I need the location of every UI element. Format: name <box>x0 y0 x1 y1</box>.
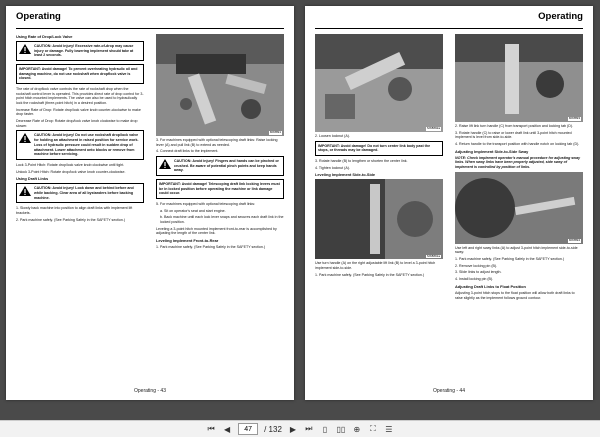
caution-box <box>16 41 144 61</box>
body-text: 4. Connect draft links to the implement. <box>156 149 219 154</box>
section-heading: Adjusting Draft Links to Float Position <box>455 283 526 289</box>
image-code: MX8894 <box>568 237 580 242</box>
page-number-input[interactable] <box>238 423 258 435</box>
section-heading: Using Rate of Drop/Lock Valve <box>16 34 73 39</box>
body-text: b. Back machine until each lock lever snaps and secures each draft link in the locked position. <box>160 215 284 225</box>
single-page-view-icon[interactable]: ▯ <box>322 424 328 434</box>
sway-link-illustration <box>455 172 583 244</box>
fullscreen-icon[interactable]: ⛶ <box>370 424 376 433</box>
body-text: 3. For machines equipped with optional telescoping draft links: Raise locking lever (A) and pull link (B) to extend as needed. <box>156 138 278 147</box>
body-text: 3. Slide links to adjust length. <box>455 270 502 275</box>
last-page-button[interactable]: ⏭ <box>305 424 313 433</box>
body-text: 1. Park machine safely. (See Parking Safely in the SAFETY section.) <box>315 272 425 277</box>
caution-text: CAUTION: Avoid injury! Do not use rockshaft drop/lock valve for holding an attachment in raised position for service work. Loss of hydraulic pressure could result in sudden drop of attachment. Lower attachment onto blocks or remove from machine before servicing. <box>34 133 139 157</box>
lift-link-photo <box>315 179 443 259</box>
caution-box <box>156 156 284 176</box>
body-text: 3. Rotate handle (C) to raise or lower draft link until 3-point hitch mounted implement is level from side-to-side. <box>455 130 572 140</box>
body-text: 2. Remove locking pin (B). <box>455 263 498 268</box>
draft-link-photo <box>156 34 284 136</box>
turn-handle-illustration <box>455 34 583 122</box>
section-heading: Leveling Implement Front-to-Rear <box>156 238 219 244</box>
image-code: MX8893 <box>568 116 580 121</box>
body-text: Increase Rate of Drop: Rotate drop/lock valve knob counter-clockwise to make drop faster. <box>16 107 141 117</box>
body-text: 1. Slowly back machine into position to align draft links with implement lift brackets. <box>16 206 133 215</box>
total-pages-label: / 132 <box>264 424 282 434</box>
important-box: IMPORTANT: Avoid damage! Do not turn center link body past the stops, or threads may be damaged. <box>315 141 443 156</box>
zoom-in-icon[interactable]: ⊕ <box>353 424 361 434</box>
caution-box <box>16 130 144 159</box>
section-heading: Leveling Implement Side-to-Side <box>315 172 376 178</box>
right-column-1 <box>315 34 443 279</box>
turn-handle-photo <box>455 34 583 122</box>
body-text: Use left and right sway links (A) to adjust 3-point hitch implement side-to-side sway: <box>455 245 578 255</box>
caution-text: CAUTION: Avoid injury! Excessive rate-of-drop may cause injury or damage. Fully lowering implement should take at least 2 seconds. <box>34 44 134 58</box>
caution-text: CAUTION: Avoid injury! Look down and behind before and while backing. Clear area of all bystanders before backing machine. <box>34 186 134 200</box>
image-code: MX8891 <box>269 130 281 135</box>
body-text: 2. Loosen locknut (A). <box>315 134 350 138</box>
important-box: IMPORTANT: Avoid damage! To prevent overheating hydraulic oil and damaging machine, do not use rockshaft when dropflock valve is closed. <box>16 64 144 84</box>
warning-triangle-icon <box>19 44 31 54</box>
previous-page-button[interactable]: ◀ <box>224 424 231 434</box>
body-text: Leveling a 3-point hitch mounted implement front-to-rear is accomplished by adjusting the length of the center link. <box>156 226 277 236</box>
warning-triangle-icon <box>159 159 171 169</box>
section-heading: Using Draft Links <box>16 176 49 182</box>
center-link-photo <box>315 34 443 132</box>
body-text: Use turn handle (A) on the right adjustable lift link (B) to level a 3-point hitch implement side-to-side. <box>315 261 436 271</box>
body-text: 4. Return handle to the transport position with handle notch on locking tab (D). <box>455 142 580 147</box>
body-text: 2. Park machine safely. (See Parking Safely in the SAFETY section.) <box>16 217 126 222</box>
body-text: Unlock 3-Point Hitch: Rotate drop/lock valve knob counter-clockwise. <box>16 169 126 174</box>
caution-text: CAUTION: Avoid injury! Fingers and hands can be pinched or crushed. Be aware of potential pinch points and keep hands away. <box>174 159 279 173</box>
sway-link-photo <box>455 172 583 244</box>
page-footer: Operating - 44 <box>433 388 465 394</box>
body-text: 4. Tighten locknut (A). <box>315 165 350 170</box>
body-text: 1. Park machine safely. (See Parking Safely in the SAFETY section.) <box>455 257 565 262</box>
body-text: 4. Install locking pin (B). <box>455 277 494 282</box>
menu-icon[interactable]: ☰ <box>385 424 393 434</box>
important-box: IMPORTANT: Avoid damage! Telescoping draft link locking levers must be in locked position before operating the machine or link damage could occur. <box>156 179 284 199</box>
body-text: The rate of dropflock valve controls the rate of rockshaft drop when the rockshaft control lever is operated. This provides direct rate of drop control for 3-point hitch mounted implements. The valve can also be used to hydraulically lock the rockshaft (three-point hitch) in a desired position. <box>16 87 144 106</box>
section-heading: Adjusting Implement Side-to-Side Sway <box>455 148 529 154</box>
next-page-button[interactable]: ▶ <box>289 424 296 434</box>
left-page <box>6 6 294 400</box>
left-column-2 <box>156 34 284 252</box>
right-page <box>305 6 593 400</box>
body-text: Lock 3-Point Hitch: Rotate drop/lock valve knob clockwise until tight. <box>16 162 125 167</box>
warning-triangle-icon <box>19 133 31 143</box>
warning-triangle-icon <box>19 186 31 196</box>
lift-link-illustration <box>315 179 443 259</box>
page-header: Operating <box>315 6 583 29</box>
first-page-button[interactable]: ⏮ <box>207 424 215 433</box>
page-footer: Operating - 43 <box>134 388 166 394</box>
image-code: MX8892a <box>427 126 440 131</box>
body-text: 3. Rotate handle (B) to lengthen or shorten the center link. <box>315 159 408 164</box>
right-column-2 <box>455 34 583 302</box>
body-text: Decrease Rate of Drop: Rotate drop/lock valve knob clockwise to make drop slower. <box>16 119 138 128</box>
caution-box <box>16 183 144 203</box>
center-link-illustration <box>315 34 443 132</box>
image-code: MX8891a <box>427 253 440 258</box>
two-page-view-icon[interactable]: ▯▯ <box>336 424 346 434</box>
body-text: a. Sit on operator's seat and start engine. <box>160 208 226 213</box>
body-text: 1. Park machine safely. (See Parking Safely in the SAFETY section.) <box>156 245 266 250</box>
note-text: NOTE: Check implement operator's manual procedure for adjusting sway links. When sway links have been properly adjusted, side sway of implement is controlled by position of links. <box>455 155 581 170</box>
body-text: Adjusting 3-point hitch stops to the float position will allow both draft links to raise slightly as the implement follows ground contour. <box>455 290 575 300</box>
body-text: 2. Raise lift link turn handle (C) from transport position and locking tab (D). <box>455 124 574 128</box>
page-header: Operating <box>16 6 284 29</box>
left-column-1 <box>16 34 144 224</box>
tractor-hitch-illustration <box>156 34 284 136</box>
viewer-toolbar <box>0 420 600 437</box>
body-text: 5. For machines equipped with optional telescoping draft links: <box>156 202 256 207</box>
